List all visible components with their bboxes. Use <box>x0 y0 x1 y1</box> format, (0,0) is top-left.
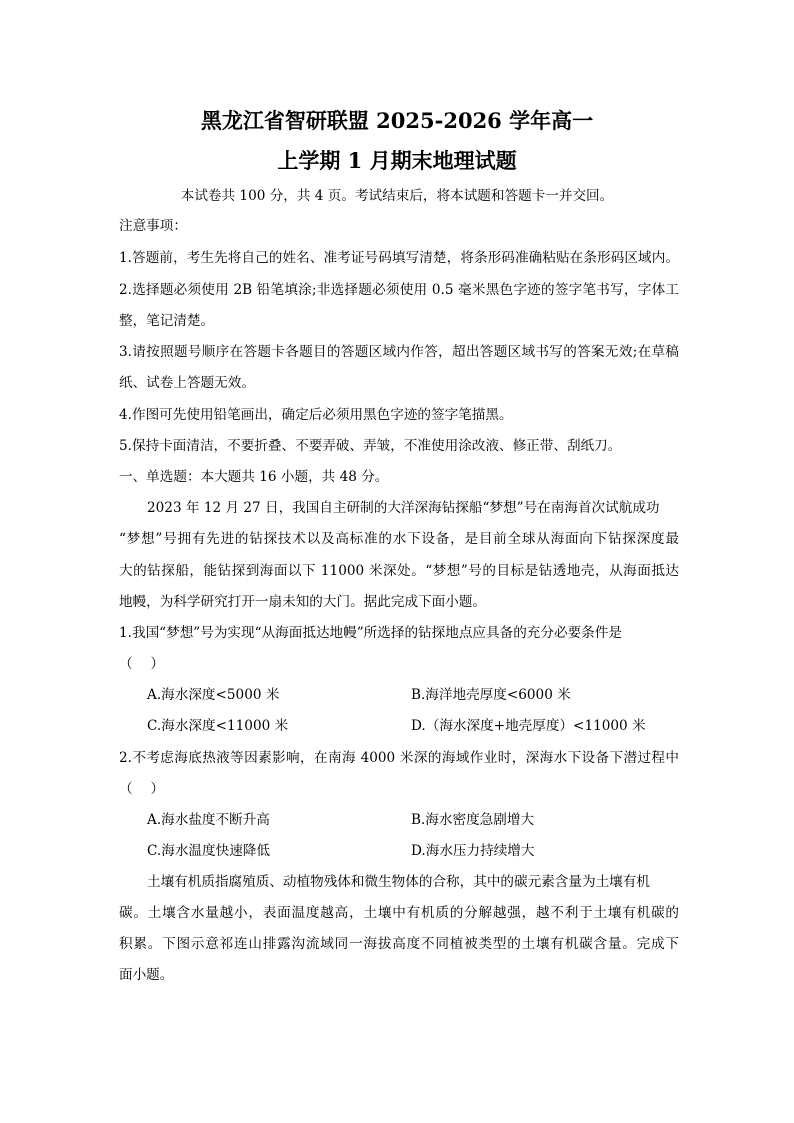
exam-intro: 本试卷共 100 分，共 4 页。考试结束后，将本试题和答题卡一并交回。 <box>180 188 614 204</box>
passage2-line: 积累。下图示意祁连山排露沟流域同一海拔高度不同植被类型的土壤有机碳含量。完成下 <box>119 936 679 952</box>
passage1-line: 地幔，为科学研究打开一扇未知的大门。据此完成下面小题。 <box>119 594 487 610</box>
passage1-line: 大的钻探船，能钻探到海面以下 11000 米深处。“梦想”号的目标是钻透地壳，从海面抵达 <box>119 563 679 579</box>
exam-title-line-2: 上学期 1 月期末地理试题 <box>277 148 517 173</box>
note-item: 5.保持卡面清洁，不要折叠、不要弄破、弄皱，不准使用涂改液、修正带、刮纸刀。 <box>119 438 622 454</box>
note-item: 1.答题前，考生先将自己的姓名、准考证号码填写清楚，将条形码准确粘贴在条形码区域内。 <box>119 250 679 266</box>
q2-option-a: A.海水盐度不断升高 <box>147 812 270 828</box>
q2-option-c: C.海水温度快速降低 <box>147 843 270 859</box>
q2-option-b: B.海水密度急剧增大 <box>411 812 535 828</box>
q2-option-d: D.海水压力持续增大 <box>411 843 535 859</box>
q1-answer-paren: （ ） <box>119 656 165 672</box>
note-item: 整，笔记清楚。 <box>119 313 215 329</box>
passage1-line: “梦想”号拥有先进的钻探技术以及高标准的水下设备，是目前全球从海面向下钻探深度最 <box>119 531 679 547</box>
q1-option-c: C.海水深度<11000 米 <box>147 718 289 734</box>
passage2-line: 土壤有机质指腐殖质、动植物残体和微生物体的合称，其中的碳元素含量为土壤有机 <box>147 874 650 890</box>
note-item: 4.作图可先使用铅笔画出，确定后必须用黑色字迹的签字笔描黑。 <box>119 407 513 423</box>
passage1-line: 2023 年 12 月 27 日，我国自主研制的大洋深海钻探船“梦想”号在南海首次试航成功 <box>147 500 660 516</box>
note-item: 3.请按照题号顺序在答题卡各题目的答题区域内作答，超出答题区域书写的答案无效;在草稿 <box>119 344 679 360</box>
q1-option-d: D.（海水深度+地壳厚度）<11000 米 <box>411 718 646 734</box>
q1-stem: 1.我国“梦想”号为实现“从海面抵达地幔”所选择的钻探地点应具备的充分必要条件是 <box>119 625 622 641</box>
q2-stem: 2.不考虑海底热液等因素影响，在南海 4000 米深的海域作业时，深海水下设备下潜过程中 <box>119 750 679 766</box>
passage2-line: 碳。土壤含水量越小，表面温度越高，土壤中有机质的分解越强，越不利于土壤有机碳的 <box>119 905 679 921</box>
exam-title-line-1: 黑龙江省智研联盟 2025-2026 学年高一 <box>200 108 594 133</box>
q2-answer-paren: （ ） <box>119 781 165 797</box>
section-heading: 一、单选题：本大题共 16 小题，共 48 分。 <box>119 469 389 485</box>
q1-option-b: B.海洋地壳厚度<6000 米 <box>411 687 571 703</box>
note-item: 纸、试卷上答题无效。 <box>119 375 255 391</box>
q1-option-a: A.海水深度<5000 米 <box>147 687 280 703</box>
notes-heading: 注意事项： <box>119 218 187 234</box>
note-item: 2.选择题必须使用 2B 铅笔填涂;非选择题必须使用 0.5 毫米黑色字迹的签字笔书写，字体工 <box>119 282 679 298</box>
passage2-line: 面小题。 <box>119 967 174 983</box>
